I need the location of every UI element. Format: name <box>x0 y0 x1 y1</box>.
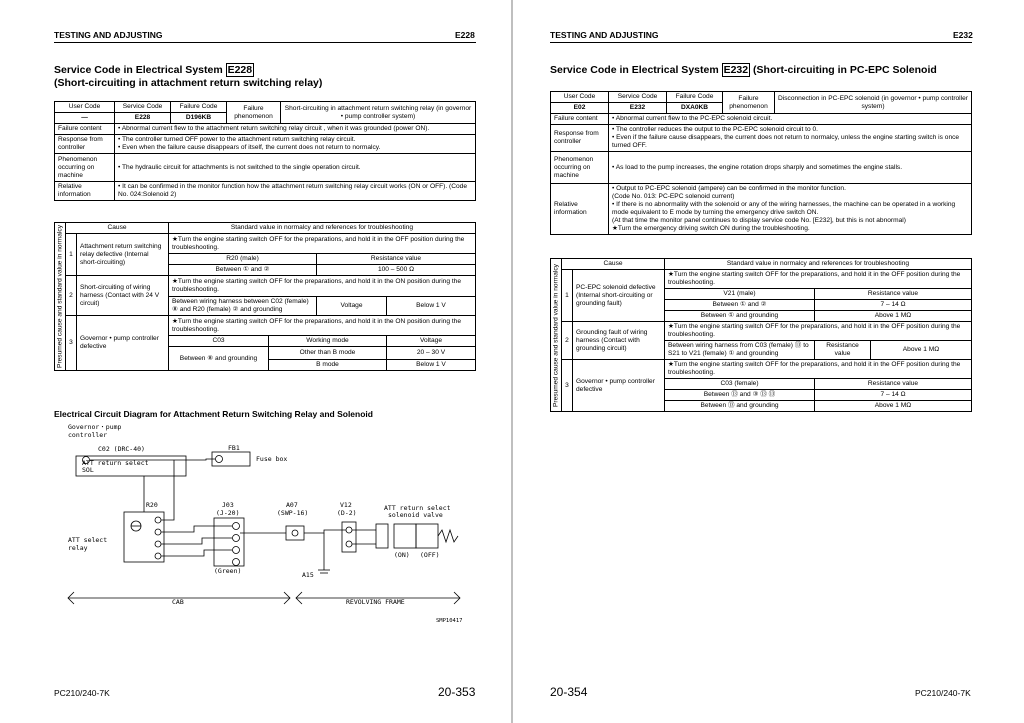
left-row-label: Failure content <box>55 124 115 135</box>
right-col-cause: Cause <box>562 259 665 270</box>
revolving-label: REVOLVING FRAME <box>346 598 405 606</box>
right-c2-between: Between wiring harness from C03 (female) ⑬ to S21 to V21 (female) ① and grounding <box>665 341 815 360</box>
ctrl-label-1: Governor・pump <box>68 423 122 431</box>
left-prep-on: ★Turn the engine starting switch OFF for the preparations, and hold it in the ON position during the troubleshooting. <box>169 315 476 335</box>
right-row-label: Response from controller <box>551 125 609 152</box>
valve-label-2: solenoid valve <box>388 511 443 519</box>
left-cause-table <box>54 222 476 371</box>
fuse-pin <box>216 456 223 463</box>
right-c2-vlabel: Resistance value <box>815 341 871 360</box>
right-cause-text: Grounding fault of wiring harness (Contact with grounding circuit) <box>573 322 665 360</box>
left-cause-text: Attachment return switching relay defective (Internal short-circuiting) <box>77 234 169 276</box>
left-c3-mode2: B mode <box>269 359 387 370</box>
right-cause-num: 3 <box>562 360 573 412</box>
left-cause-num: 2 <box>66 276 77 315</box>
right-row-label: Failure content <box>551 114 609 125</box>
cab-label: CAB <box>172 598 184 606</box>
right-failure-text: Disconnection in PC-EPC solenoid (in governor • pump controller system) <box>775 92 972 114</box>
right-row-label: Phenomenon occurring on machine <box>551 152 609 184</box>
left-row-label: Response from controller <box>55 135 115 154</box>
left-c1-item: R20 (male) <box>169 254 317 265</box>
left-row-text: • The hydraulic circuit for attachments is not switched to the single operation circuit. <box>115 154 476 182</box>
left-c3-v2: Below 1 V <box>387 359 476 370</box>
right-header-code: E232 <box>953 30 973 40</box>
a15-label: A15 <box>302 571 314 579</box>
fuse-box-label: Fuse box <box>256 455 288 463</box>
right-c3-item: C03 (female) <box>665 379 815 390</box>
right-row-text: • The controller reduces the output to the PC-EPC solenoid circuit to 0. • Even if the failure cause disappears, the current does not return to normalcy, unless the engine starting switch is once turned OFF. <box>609 125 972 152</box>
right-side-label: Presumed cause and standard value in normalcy <box>551 259 562 412</box>
left-c2-vlabel: Voltage <box>317 296 387 315</box>
right-prep-off: ★Turn the engine starting switch OFF for the preparations, and hold it in the OFF position during the troubleshooting. <box>665 360 972 379</box>
right-title-rest: (Short-circuiting in PC-EPC Solenoid <box>753 64 937 76</box>
left-col-cause: Cause <box>66 223 169 234</box>
right-c1-item: V21 (male) <box>665 289 815 300</box>
right-row-text: • Abnormal current flew to the PC-EPC solenoid circuit. <box>609 114 972 125</box>
left-col-standard: Standard value in normalcy and references for troubleshooting <box>169 223 476 234</box>
left-failure-code: D196KB <box>171 113 227 124</box>
a07-type: (SWP-16) <box>277 509 309 517</box>
right-failure-code: DXA0KB <box>667 103 723 114</box>
j03-color: (Green) <box>214 567 242 575</box>
left-row-text: • The controller turned OFF power to the attachment return switching relay circuit. • Even when the failure cause disappears of itself, the current does not return to normalcy. <box>115 135 476 154</box>
left-c3-mode1: Other than B mode <box>269 347 387 360</box>
v12-box <box>342 522 356 552</box>
right-title-prefix: Service Code in Electrical System <box>550 64 719 76</box>
att-sol-2: SOL <box>82 466 94 474</box>
v12-type: (D-2) <box>337 509 357 517</box>
relay-label-1: ATT select <box>68 536 108 544</box>
ctrl-label-2: controller <box>68 431 108 439</box>
left-service-code: E228 <box>115 113 171 124</box>
left-title-code: E228 <box>227 64 253 76</box>
right-col-failure-code: Failure Code <box>667 92 723 103</box>
right-c3-b1: Between ⑬ and ③ ⑬ ⑬ <box>665 390 815 401</box>
right-c1-b2: Between ① and grounding <box>665 311 815 322</box>
right-c3-res-label: Resistance value <box>815 379 972 390</box>
left-side-label: Presumed cause and standard value in normalcy <box>55 223 66 371</box>
right-header-rule <box>550 42 972 43</box>
left-cause-num: 1 <box>66 234 77 276</box>
left-row-label: Phenomenon occurring on machine <box>55 154 115 182</box>
right-c1-res-label: Resistance value <box>815 289 972 300</box>
left-cause-num: 3 <box>66 315 77 370</box>
left-c2-between: Between wiring harness between C02 (female) ⑧ and R20 (female) ② and grounding <box>169 296 317 315</box>
r20-label: R20 <box>146 501 158 509</box>
left-info-table <box>54 101 476 201</box>
relay-box <box>124 512 164 562</box>
right-footer-model: PC210/240-7K <box>915 688 971 698</box>
right-header-section: TESTING AND ADJUSTING <box>550 30 659 40</box>
right-c1-b1: Between ① and ② <box>665 300 815 311</box>
left-header-rule <box>54 42 476 43</box>
right-info-table <box>550 91 972 235</box>
right-service-code: E232 <box>609 103 667 114</box>
right-cause-text: PC-EPC solenoid defective (Internal short-circuiting or grounding fault) <box>573 270 665 322</box>
left-c3-mode-label: Working mode <box>269 336 387 347</box>
right-cause-text: Governor • pump controller defective <box>573 360 665 412</box>
right-c3-r2: Above 1 MΩ <box>815 401 972 412</box>
right-failure-label: Failure phenomenon <box>723 92 775 114</box>
left-header-code: E228 <box>455 30 475 40</box>
j03-type: (J-20) <box>216 509 240 517</box>
j03-label: J03 <box>222 501 234 509</box>
fig-number: SMP10417 <box>436 618 463 624</box>
valve-pos-on <box>394 524 416 548</box>
right-user-code: E02 <box>551 103 609 114</box>
relay-label-2: relay <box>68 544 88 552</box>
wire-a07-v12 <box>304 530 346 533</box>
left-user-code: — <box>55 113 115 124</box>
right-cause-num: 1 <box>562 270 573 322</box>
left-title <box>54 64 474 90</box>
right-c3-b2: Between ⑬ and grounding <box>665 401 815 412</box>
left-c3-item: C03 <box>169 336 269 347</box>
right-row-label: Relative information <box>551 184 609 235</box>
right-row-text: • As load to the pump increases, the engine rotation drops sharply and sometimes the engine stalls. <box>609 152 972 184</box>
right-title <box>550 64 980 77</box>
right-page-number: 20-354 <box>550 685 588 699</box>
fb1-label: FB1 <box>228 444 240 452</box>
left-c3-volt-label: Voltage <box>387 336 476 347</box>
left-col-user-code: User Code <box>55 102 115 113</box>
right-c3-r1: 7 – 14 Ω <box>815 390 972 401</box>
circuit-diagram <box>54 420 474 630</box>
v12-label: V12 <box>340 501 352 509</box>
left-prep-on: ★Turn the engine starting switch OFF for the preparations, and hold it in the ON position during the troubleshooting. <box>169 276 476 296</box>
right-prep-off: ★Turn the engine starting switch OFF for the preparations, and hold it in the OFF position during the troubleshooting. <box>665 322 972 341</box>
a07-box <box>286 526 304 540</box>
left-prep-off: ★Turn the engine starting switch OFF for the preparations, and hold it in the OFF position during the troubleshooting. <box>169 234 476 254</box>
right-prep-off: ★Turn the engine starting switch OFF for the preparations, and hold it in the OFF position during the troubleshooting. <box>665 270 972 289</box>
left-title-prefix: Service Code in Electrical System <box>54 64 223 76</box>
a07-label: A07 <box>286 501 298 509</box>
left-c3-v1: 20 – 30 V <box>387 347 476 360</box>
left-page-number: 20-353 <box>438 685 476 699</box>
left-failure-label: Failure phenomenon <box>227 102 281 124</box>
right-cause-table <box>550 258 972 412</box>
left-c1-res: 100 – 500 Ω <box>317 265 476 276</box>
valve-spring <box>438 530 458 542</box>
left-c3-between: Between ⑧ and grounding <box>169 347 269 371</box>
left-c1-res-label: Resistance value <box>317 254 476 265</box>
right-col-standard: Standard value in normalcy and references for troubleshooting <box>665 259 972 270</box>
valve-on: (ON) <box>394 551 410 559</box>
valve-pos-off <box>416 524 438 548</box>
left-cause-text: Governor • pump controller defective <box>77 315 169 370</box>
right-row-text: • Output to PC-EPC solenoid (ampere) can be confirmed in the monitor function. (Code No. 013: PC-EPC solenoid current) • If there is no abnormality with the solenoid or any of the wiring harnesses, the machine can be operated in a working mode equivalent to E mode by turning the emergency drive switch ON. (At that time the monitor panel continues to display service code No. [E232], but this is not abnormal) ★Turn the emergency driving switch ON during the troubleshooting. <box>609 184 972 235</box>
left-c2-val: Below 1 V <box>387 296 476 315</box>
right-c2-val: Above 1 MΩ <box>871 341 972 360</box>
left-title-subtitle: (Short-circuiting in attachment return switching relay) <box>54 77 323 89</box>
left-col-failure-code: Failure Code <box>171 102 227 113</box>
right-col-service-code: Service Code <box>609 92 667 103</box>
left-page <box>0 0 511 723</box>
left-header-section: TESTING AND ADJUSTING <box>54 30 163 40</box>
right-c1-r1: 7 – 14 Ω <box>815 300 972 311</box>
valve-off: (OFF) <box>420 551 440 559</box>
left-failure-text: Short-circuiting in attachment return switching relay (in governor • pump controller system) <box>281 102 476 124</box>
right-cause-num: 2 <box>562 322 573 360</box>
right-c1-r2: Above 1 MΩ <box>815 311 972 322</box>
diagram-title: Electrical Circuit Diagram for Attachment Return Switching Relay and Solenoid <box>54 409 373 419</box>
fuse-box-outline <box>212 452 250 466</box>
right-title-code: E232 <box>723 64 749 76</box>
left-row-text: • It can be confirmed in the monitor function how the attachment return switching relay circuit works (ON or OFF). (Code No. 024:Solenoid 2) <box>115 182 476 201</box>
left-row-text: • Abnormal current flew to the attachment return switching relay circuit , when it was grounded (power ON). <box>115 124 476 135</box>
left-cause-text: Short-circuiting of wiring harness (Contact with 24 V circuit) <box>77 276 169 315</box>
right-col-user-code: User Code <box>551 92 609 103</box>
valve-solenoid <box>376 524 388 548</box>
right-page <box>513 0 1024 723</box>
left-row-label: Relative information <box>55 182 115 201</box>
valve-label-1: ATT return select <box>384 504 451 512</box>
wire-relay-j03 <box>161 526 232 532</box>
att-sol-1: ATT return select <box>82 459 149 467</box>
left-c1-between: Between ① and ② <box>169 265 317 276</box>
left-footer-model: PC210/240-7K <box>54 688 110 698</box>
left-col-service-code: Service Code <box>115 102 171 113</box>
c02-label: C02 (DRC-40) <box>98 445 145 453</box>
